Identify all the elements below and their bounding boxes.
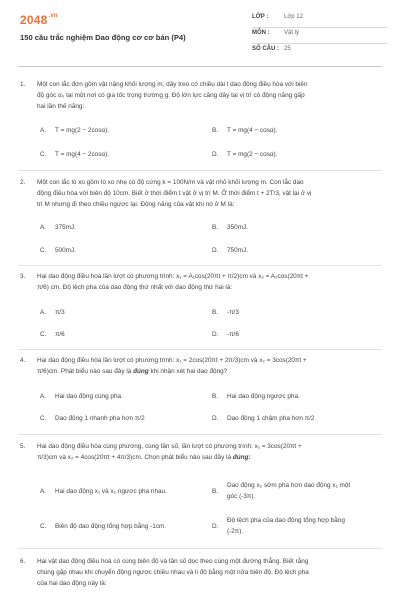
emphasis-word: đúng: [232,453,251,461]
question-divider [18,170,382,171]
question-divider [18,548,382,549]
meta-question-count: SỐ CÂU : 25 [252,46,291,52]
divider [252,43,387,44]
header-divider [18,66,382,67]
meta-subject: MÔN : Vật lý [252,30,387,44]
question-text: Một con lắc đơn gồm vật nặng khối lượng m, dây treo có chiều dài l dao động điều hòa với biên độ góc α₀ tại một nơi có gia tốc trọng trường g. Độ lớn lực căng dây tại vị trí có động năng gấp hai lần thế năng: [37,81,308,110]
question-divider [18,349,382,350]
divider [252,27,387,28]
question-text: Hai dao động điều hòa cùng phương, cùng tần số, lần lượt có phương trình: x₁ = 3cos(20πt + π/3)cm và x₂ = 4cos(20πt + 4π/3)cm. Chọn phát biểu nào sau đây là đúng: [37,443,302,461]
worksheet-page: $2048^{.vn}$ 150 câu trắc nghiệm Dao động cơ cơ bản (P4) LỚP : Lớp 12 MÔN : Vật lý SỐ CÂU : 25 1. Một con lắc đơn gồm vật nặng khối lượng m, dây treo có chiều dài l dao động điều hòa với biên độ góc α₀ tại một nơi có gia tốc trọng trường g. Độ lớn lực căng dây tại vị trí có động năng gấp hai lần thế năng: A. T = mg(2 − 2cosα). B. T = mg(4 − cosα). C. T = mg(4 − 2cosα). D. T = mg(2 − cosα). 2. Một con lắc lò xo gồm lò xo nhẹ có độ cứng k = 100N/m và vật nhỏ khối lượng m. Con lắc dao động điều hòa với biên độ 10cm. Biết ở thời điểm t vật ở vị trí M. Ở thời điểm t + 2T/3, vật lại ở vị trí M nhưng đi theo chiều ngược lại. Động năng của vật khi nó ở M là: A. 375mJ. B. 350mJ. C. 500mJ. D. 750mJ. 3. Hai dao động điều hoà lần lượt có phương trình: x₁ = A₁cos(20πt + π/2)cm và x₂ = A₂cos(20πt + π/6) cm. Độ lệch pha của dao động thứ nhất với dao động thứ hai là: A. π/3 B. -π/3 C. π/6 D. -π/6 4. Hai dao động điều hòa lần lượt có phương trình: x₁ = 2cos(20πt + 2π/3)cm và x₂ = 3cos(20πt + π/6)cm. Phát biểu nào sau đây là đúng khi nhận xét hai dao động? A. Hai dao động cùng pha. B. Hai dao động ngược pha. C. Dao động 1 nhanh pha hơn π/2 D. Dao động 1 chậm pha hơn π/2 5. Hai dao động điều hòa cùng phương, cùng tần số, lần lượt có phương trình: x₁ = 3cos(20πt + π/3)cm và x₂ = 4cos(20πt + 4π/3)cm. Chọn phát biểu nào sau đây là đúng: A. Hai dao động x₁ và x₂ ngược pha nhau. B. Dao động x₂ sớm pha hơn dao động x₁ một góc (-3π). C. Biên độ dao động tổng hợp bằng -1cm. D. Độ lệch pha của dao động tổng hợp bằng (-2π). 6. Hai vật dao động điều hoà có cùng biên độ và tần số dọc theo cùng một đường thẳng. Biết rằng chúng gặp nhau khi chuyển động ngược chiều nhau và li độ bằng một nửa biên độ. Độ lệch pha của hai dao động này là: [0,0,400,600]
site-logo[interactable]: $2048^{.vn}$ [20,13,58,27]
question-divider [18,434,382,435]
question-text: Hai vật dao động điều hoà có cùng biên độ và tần số dọc theo cùng một đường thẳng. Biết rằng chúng gặp nhau khi chuyển động ngược chiều nhau và li độ bằng một nửa biên độ. Độ lệch pha của hai dao động này là: [37,558,309,587]
question-text: Một con lắc lò xo gồm lò xo nhẹ có độ cứng k = 100N/m và vật nhỏ khối lượng m. Con lắc dao động điều hòa với biên độ 10cm. Biết ở thời điểm t vật ở vị trí M. Ở thời điểm t + 2T/3, vật lại ở vị trí M nhưng đi theo chiều ngược lại. Động năng của vật khi nó ở M là: [37,179,312,208]
meta-class: LỚP : Lớp 12 [252,14,387,28]
question-text: Hai dao động điều hòa lần lượt có phương trình: x₁ = 2cos(20πt + 2π/3)cm và x₂ = 3cos(20πt + π/6)cm. Phát biểu nào sau đây là đúng khi nhận xét hai dao động? [37,357,307,375]
question-text: Hai dao động điều hoà lần lượt có phương trình: x₁ = A₁cos(20πt + π/2)cm và x₂ = A₂cos(20πt + π/6) cm. Độ lệch pha của dao động thứ nhất với dao động thứ hai là: [37,273,309,291]
emphasis-word: đúng [133,367,149,375]
question-divider [18,265,382,266]
worksheet-header [0,0,400,66]
document-title: 150 câu trắc nghiệm Dao động cơ cơ bản (P4) [20,33,186,42]
